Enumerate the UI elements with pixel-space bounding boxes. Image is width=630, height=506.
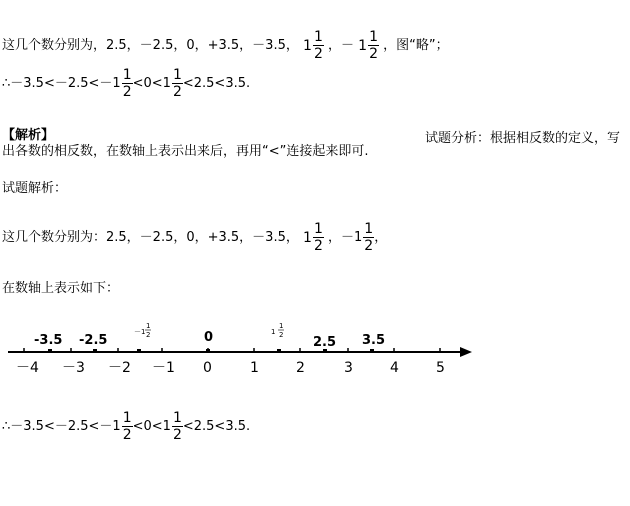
ordering-line-2-mid: <0<1 bbox=[132, 419, 171, 434]
number-line-intro: 在数轴上表示如下： bbox=[2, 281, 120, 296]
numbers-line-2 bbox=[2, 222, 387, 253]
tick-label: －1 bbox=[152, 360, 175, 376]
numbers-line-2-prefix: 这几个数分别为：2.5，－2.5，0，+3.5，－3.5， bbox=[2, 230, 299, 245]
analysis-text-2: 出各数的相反数，在数轴上表示出来后，再用“<”连接起来即可. bbox=[2, 144, 369, 159]
number-line-arrow-icon bbox=[460, 347, 472, 357]
point-label: -2.5 bbox=[79, 333, 108, 348]
ordering-line-2 bbox=[2, 411, 250, 442]
tick-label: 0 bbox=[203, 360, 212, 376]
small-label-numerator: 1 bbox=[279, 322, 284, 330]
mixed-number-negative: 1 $\frac{1}{2}$ bbox=[358, 29, 378, 62]
fraction-half: $\frac{1}{2}$ bbox=[364, 221, 374, 254]
point-label: 0 bbox=[204, 330, 214, 345]
numbers-line-1-separator: ，－ bbox=[328, 38, 355, 53]
tick-label: 5 bbox=[436, 360, 445, 376]
small-label-denominator: 2 bbox=[146, 331, 151, 339]
small-label-negative-whole: －1 bbox=[134, 328, 146, 336]
tick-label: 1 bbox=[250, 360, 259, 376]
point-label: 2.5 bbox=[313, 335, 337, 350]
fraction-half: $\frac{1}{2}$ bbox=[122, 67, 132, 100]
point-marker bbox=[48, 349, 52, 353]
point-label: 3.5 bbox=[362, 333, 386, 348]
solution-label: 试题解析： bbox=[2, 181, 68, 196]
analysis-label: 【解析】 bbox=[2, 128, 55, 143]
point-marker bbox=[206, 349, 210, 353]
point-marker bbox=[370, 349, 374, 353]
point-marker bbox=[277, 349, 281, 353]
tick-label: 3 bbox=[344, 360, 353, 376]
tick-label: －2 bbox=[108, 360, 131, 376]
fraction-half: $\frac{1}{2}$ bbox=[172, 67, 182, 100]
tick-label: －4 bbox=[16, 360, 39, 376]
small-label-numerator: 1 bbox=[146, 322, 151, 330]
ordering-line-2-prefix: ∴－3.5<－2.5<－1 bbox=[2, 419, 121, 434]
small-label-positive-whole: 1 bbox=[271, 328, 276, 336]
mixed-number-positive: 1 $\frac{1}{2}$ bbox=[303, 221, 323, 254]
fraction-half: $\frac{1}{2}$ bbox=[172, 410, 182, 443]
mixed-number-positive: 1 $\frac{1}{2}$ bbox=[303, 29, 323, 62]
numbers-line-2-suffix: ， bbox=[374, 230, 388, 245]
numbers-line-1-prefix: 这几个数分别为，2.5，－2.5，0，+3.5，－3.5， bbox=[2, 38, 299, 53]
analysis-text-1: 试题分析：根据相反数的定义，写 bbox=[425, 131, 621, 146]
ordering-line-1 bbox=[2, 68, 250, 99]
ordering-line-1-suffix: <2.5<3.5. bbox=[182, 76, 251, 91]
fraction-half: $\frac{1}{2}$ bbox=[122, 410, 132, 443]
ordering-line-2-suffix: <2.5<3.5. bbox=[182, 419, 251, 434]
numbers-line-1 bbox=[2, 30, 449, 61]
point-marker bbox=[137, 349, 141, 353]
numbers-line-2-separator: ，－1 bbox=[328, 230, 363, 245]
number-line bbox=[0, 318, 480, 380]
tick-label: 2 bbox=[296, 360, 305, 376]
tick-label: 4 bbox=[390, 360, 399, 376]
point-label: -3.5 bbox=[34, 333, 63, 348]
numbers-line-1-suffix: ，图“略”； bbox=[383, 38, 449, 53]
ordering-line-1-prefix: ∴－3.5<－2.5<－1 bbox=[2, 76, 121, 91]
point-marker bbox=[93, 349, 97, 353]
small-label-denominator: 2 bbox=[279, 331, 284, 339]
tick-label: －3 bbox=[62, 360, 85, 376]
ordering-line-1-mid: <0<1 bbox=[132, 76, 171, 91]
